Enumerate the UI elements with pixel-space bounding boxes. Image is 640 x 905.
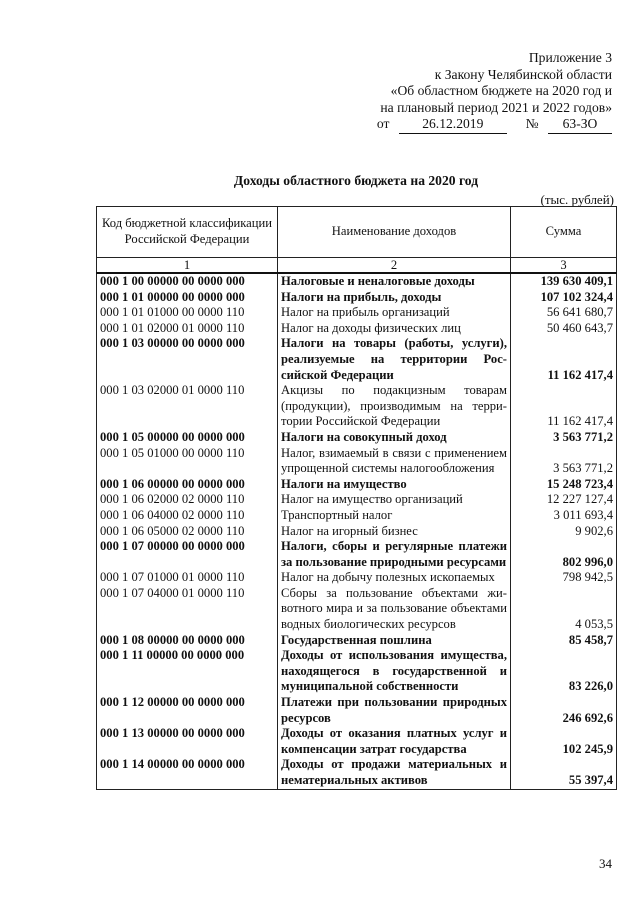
column-number-1: 1 (97, 258, 278, 274)
amount-cell: 3 563 771,2 (511, 446, 617, 477)
name-cell: Налог на игорный бизнес (278, 524, 511, 540)
table-row (97, 273, 617, 290)
amount-cell: 83 226,0 (511, 648, 617, 695)
amount-cell: 56 641 680,7 (511, 305, 617, 321)
name-cell: Транспортный налог (278, 508, 511, 524)
name-cell: Налог на добычу полезных ископаемых (278, 570, 511, 586)
amount-cell: 3 563 771,2 (511, 430, 617, 446)
code-cell: 000 1 01 00000 00 0000 000 (97, 290, 278, 306)
law-number: 63-ЗО (548, 116, 612, 134)
table-row (97, 695, 617, 726)
table-row (97, 290, 617, 306)
table-body (97, 273, 617, 789)
code-cell: 000 1 12 00000 00 0000 000 (97, 695, 278, 726)
amount-cell: 50 460 643,7 (511, 321, 617, 337)
table-row (97, 477, 617, 493)
code-cell: 000 1 00 00000 00 0000 000 (97, 273, 278, 290)
column-number-3: 3 (511, 258, 617, 274)
table-header-row (97, 207, 617, 258)
table-row (97, 633, 617, 649)
amount-cell: 798 942,5 (511, 570, 617, 586)
column-number-row (97, 258, 617, 274)
name-cell: Доходы от продажи материальных и нематериальных активов (278, 757, 511, 789)
number-prefix: № (525, 116, 539, 131)
table-row (97, 539, 617, 570)
amount-cell: 11 162 417,4 (511, 383, 617, 430)
table-row (97, 648, 617, 695)
amount-cell: 802 996,0 (511, 539, 617, 570)
table-row (97, 586, 617, 633)
name-cell: Налоговые и неналоговые доходы (278, 273, 511, 290)
amount-cell: 11 162 417,4 (511, 336, 617, 383)
name-cell: Налог на прибыль организаций (278, 305, 511, 321)
name-cell: Платежи при пользовании природных ресурсов (278, 695, 511, 726)
code-cell: 000 1 11 00000 00 0000 000 (97, 648, 278, 695)
law-title-line-1: «Об областном бюджете на 2020 год и (390, 83, 612, 98)
code-cell: 000 1 06 00000 00 0000 000 (97, 477, 278, 493)
amount-cell: 4 053,5 (511, 586, 617, 633)
code-cell: 000 1 05 00000 00 0000 000 (97, 430, 278, 446)
name-cell: Налог на доходы физических лиц (278, 321, 511, 337)
name-cell: Акцизы по подакцизным товарам (продукции), производимым на территории Российской Федерации (278, 383, 511, 430)
code-cell: 000 1 01 01000 00 0000 110 (97, 305, 278, 321)
date-prefix: от (376, 116, 390, 131)
header-code: Код бюджетной классификации Российской Федерации (97, 207, 278, 258)
code-cell: 000 1 05 01000 00 0000 110 (97, 446, 278, 477)
appendix-header (377, 50, 612, 134)
name-cell: Налоги, сборы и регулярные платежи за пользование природными ресурсами (278, 539, 511, 570)
amount-cell: 15 248 723,4 (511, 477, 617, 493)
code-cell: 000 1 06 05000 02 0000 110 (97, 524, 278, 540)
name-cell: Доходы от использования имущества, находящегося в государственной и муниципальной собственности (278, 648, 511, 695)
code-cell: 000 1 14 00000 00 0000 000 (97, 757, 278, 789)
name-cell: Налоги на совокупный доход (278, 430, 511, 446)
name-cell: Налоги на прибыль, доходы (278, 290, 511, 306)
table-row (97, 383, 617, 430)
amount-cell: 139 630 409,1 (511, 273, 617, 290)
name-cell: Государственная пошлина (278, 633, 511, 649)
name-cell: Доходы от оказания платных услуг и компенсации затрат государства (278, 726, 511, 757)
code-cell: 000 1 03 02000 01 0000 110 (97, 383, 278, 430)
code-cell: 000 1 07 00000 00 0000 000 (97, 539, 278, 570)
table-row (97, 430, 617, 446)
amount-cell: 12 227 127,4 (511, 492, 617, 508)
units-label: (тыс. рублей) (540, 192, 614, 207)
document-title: Доходы областного бюджета на 2020 год (233, 173, 479, 188)
code-cell: 000 1 07 04000 01 0000 110 (97, 586, 278, 633)
amount-cell: 85 458,7 (511, 633, 617, 649)
table-row (97, 726, 617, 757)
amount-cell: 102 245,9 (511, 726, 617, 757)
law-title-line-2: на плановый период 2021 и 2022 годов» (380, 99, 612, 115)
code-cell: 000 1 07 01000 01 0000 110 (97, 570, 278, 586)
header-amount: Сумма (511, 207, 617, 258)
table-row (97, 524, 617, 540)
amount-cell: 55 397,4 (511, 757, 617, 789)
code-cell: 000 1 13 00000 00 0000 000 (97, 726, 278, 757)
table-row (97, 336, 617, 383)
amount-cell: 246 692,6 (511, 695, 617, 726)
code-cell: 000 1 06 04000 02 0000 110 (97, 508, 278, 524)
law-date: 26.12.2019 (399, 116, 507, 134)
code-cell: 000 1 03 00000 00 0000 000 (97, 336, 278, 383)
code-cell: 000 1 06 02000 02 0000 110 (97, 492, 278, 508)
code-cell: 000 1 01 02000 01 0000 110 (97, 321, 278, 337)
name-cell: Налог, взимаемый в связи с применением упрощенной системы налогообложения (278, 446, 511, 477)
amount-cell: 107 102 324,4 (511, 290, 617, 306)
page-number: 34 (599, 856, 612, 871)
law-date-number-line (377, 116, 612, 134)
appendix-label: Приложение 3 (528, 50, 612, 65)
amount-cell: 3 011 693,4 (511, 508, 617, 524)
header-name: Наименование доходов (278, 207, 511, 258)
name-cell: Сборы за пользование объектами животного мира и за пользование объектами водных биологических ресурсов (278, 586, 511, 633)
table-row (97, 492, 617, 508)
table-row (97, 446, 617, 477)
column-number-2: 2 (278, 258, 511, 274)
revenue-table (96, 206, 617, 790)
name-cell: Налоги на имущество (278, 477, 511, 493)
name-cell: Налог на имущество организаций (278, 492, 511, 508)
table-row (97, 570, 617, 586)
table-row (97, 757, 617, 789)
amount-cell: 9 902,6 (511, 524, 617, 540)
name-cell: Налоги на товары (работы, услуги), реализуемые на территории Российской Федерации (278, 336, 511, 383)
law-reference: к Закону Челябинской области (434, 66, 612, 82)
table-row (97, 321, 617, 337)
table-row (97, 508, 617, 524)
code-cell: 000 1 08 00000 00 0000 000 (97, 633, 278, 649)
table-row (97, 305, 617, 321)
